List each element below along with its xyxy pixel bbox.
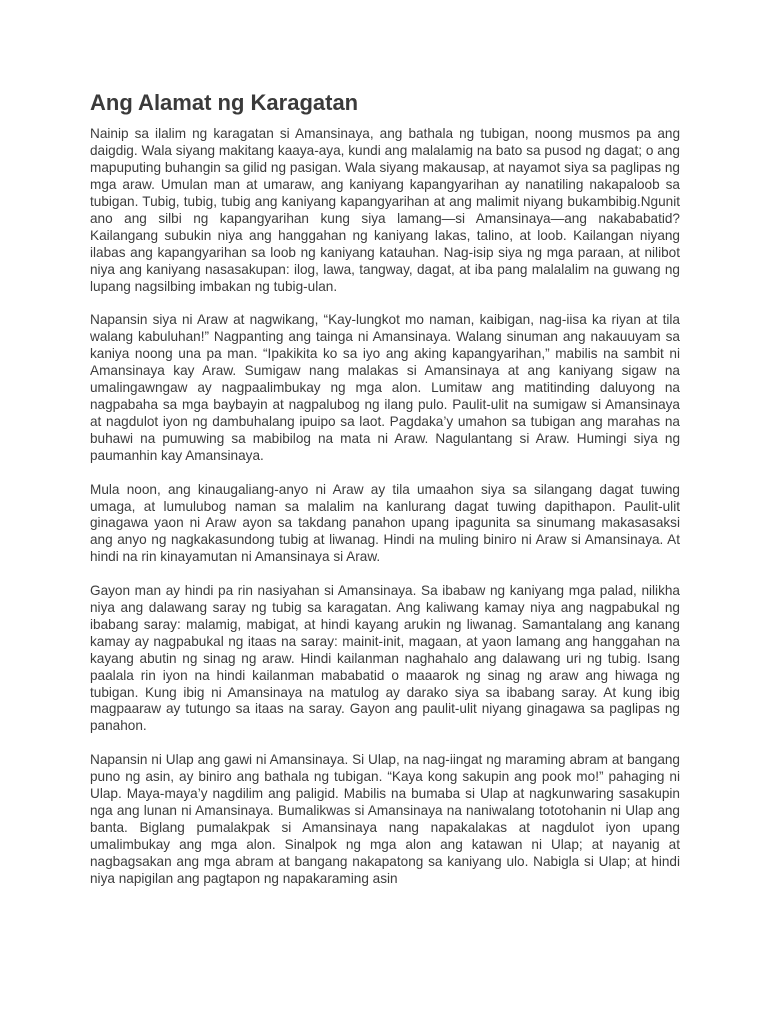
paragraph-2: Napansin siya ni Araw at nagwikang, “Kay-lungkot mo naman, kaibigan, nag-iisa ka riyan at tila walang kabuluhan!” Nagpanting ang tainga ni Amansinaya. Walang sinuman ang nakauuyam sa kaniya noong una pa man. “Ipakikita ko sa iyo ang aking kapangyarihan,” mabilis na sambit ni Amansinaya kay Araw. Sumigaw nang malakas si Amansinaya at ang kaniyang sigaw na umalingawngaw ay nagpaalimbukay ng mga alon. Lumitaw ang matitinding daluyong na nagpabaha sa mga baybayin at nagpalubog ng ilang pulo. Paulit-ulit na sumigaw si Amansinaya at nagdulot iyon ng dambuhalang ipuipo sa laot. Pagdaka’y umahon sa tubigan ang marahas na buhawi na pumuwing sa mabibilog na mata ni Araw. Nagulantang si Araw. Humingi siya ng paumanhin kay Amansinaya.	[90, 312, 680, 463]
document-title: Ang Alamat ng Karagatan	[90, 90, 359, 115]
paragraph-1: Nainip sa ilalim ng karagatan si Amansinaya, ang bathala ng tubigan, noong musmos pa ang daigdig. Wala siyang makitang kaaya-aya, kundi ang malalamig na bato sa pusod ng dagat; o ang mapuputing buhangin sa gilid ng pasigan. Wala siyang makausap, at nayamot siya sa paglipas ng mga araw. Umulan man at umaraw, ang kaniyang kapangyarihan ay nanatiling nakapaloob sa tubigan. Tubig, tubig, tubig ang kaniyang kapangyarihan at ang malimit niyang bukambibig.Ngunit ano ang silbi ng kapangyarihan kung siya lamang—si Amansinaya—ang nakababatid? Kailangang subukin niya ang hanggahan ng kaniyang lakas, talino, at loob. Kailangan niyang ilabas ang kapangyarihan sa loob ng kaniyang katauhan. Nag-isip siya ng mga paraan, at nilibot niya ang kaniyang nasasakupan: ilog, lawa, tangway, dagat, at iba pang malalalim na guwang ng lupang nagsilbing imbakan ng tubig-ulan.	[90, 126, 680, 294]
document-page	[90, 90, 680, 905]
paragraph-4: Gayon man ay hindi pa rin nasiyahan si Amansinaya. Sa ibabaw ng kaniyang mga palad, nilikha niya ang dalawang saray ng tubig sa karagatan. Ang kaliwang kamay niya ang nagpabukal ng ibabang saray: malamig, mabigat, at hindi kayang arukin ng liwanag. Samantalang ang kanang kamay ay nagpabukal ng itaas na saray: mainit-init, magaan, at yaon lamang ang hanggahan na kayang abutin ng sinag ng araw. Hindi kailanman naghahalo ang dalawang uri ng tubig. Isang paalala rin iyon na hindi kailanman mababatid o maaarok ng sinag ng araw ang hiwaga ng tubigan. Kung ibig ni Amansinaya na matulog ay darako siya sa ibabang saray. At kung ibig magpaaraw ay tutungo sa itaas na saray. Gayon ang paulit-ulit niyang ginagawa sa paglipas ng panahon.	[90, 583, 680, 734]
paragraph-5: Napansin ni Ulap ang gawi ni Amansinaya. Si Ulap, na nag-iingat ng maraming abram at bangang puno ng asin, ay biniro ang bathala ng tubigan. “Kaya kong sakupin ang pook mo!” pahaging ni Ulap. Maya-maya’y nagdilim ang paligid. Mabilis na bumaba si Ulap at nagkunwaring sasakupin nga ang lunan ni Amansinaya. Bumalikwas si Amansinaya na naniwalang tototohanin ni Ulap ang banta. Biglang pumalakpak si Amansinaya nang napakalakas at nagdulot iyon upang umalimbukay ang mga alon. Sinalpok ng mga alon ang katawan ni Ulap; at nayanig at nagbagsakan ang mga abram at bangang nakapatong sa kaniyang ulo. Nabigla si Ulap; at hindi niya napigilan ang pagtapon ng napakaraming asin	[90, 752, 680, 886]
paragraph-3: Mula noon, ang kinaugaliang-anyo ni Araw ay tila umaahon siya sa silangang dagat tuwing umaga, at lumulubog naman sa malalim na kanlurang dagat tuwing dapithapon. Paulit-ulit ginagawa yaon ni Araw ayon sa takdang panahon upang ipagunita sa sinumang makasasaksi ang anyo ng nagkakasundong tubig at liwanag. Hindi na muling biniro ni Araw si Amansinaya. At hindi na rin kinayamutan ni Amansinaya si Araw.	[90, 481, 680, 565]
